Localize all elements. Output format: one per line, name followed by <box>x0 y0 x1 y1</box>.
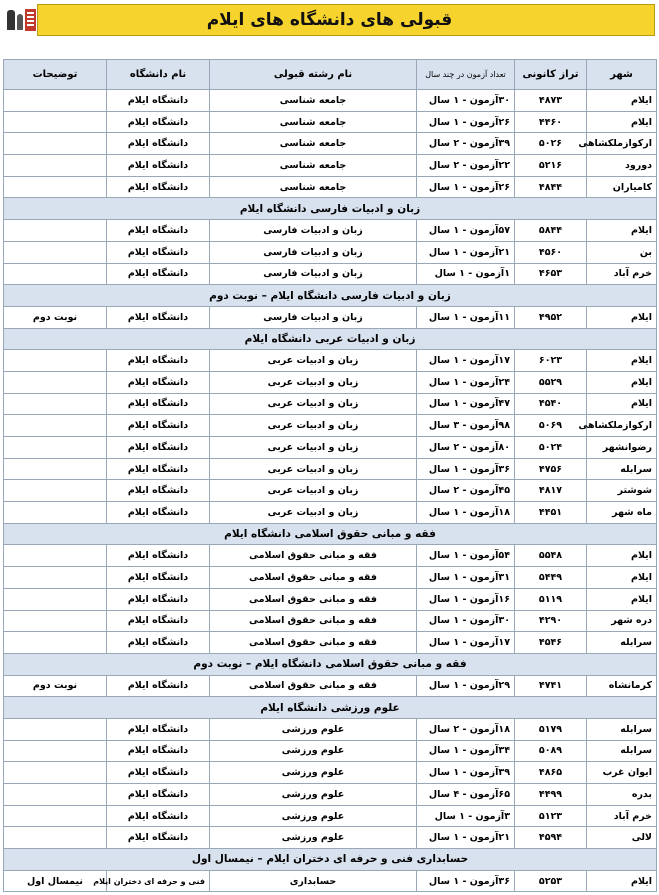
cell-exams: ۲۲آزمون - ۲ سال <box>417 155 515 177</box>
cell-score: ۵۰۲۶ <box>515 133 587 155</box>
cell-exams: ۱۸آزمون - ۲ سال <box>417 718 515 740</box>
table-row <box>4 415 657 437</box>
table-row <box>4 805 657 827</box>
table-row <box>4 588 657 610</box>
cell-exams: ۱۶آزمون - ۱ سال <box>417 588 515 610</box>
cell-notes <box>4 393 107 415</box>
cell-city: شوشتر <box>587 480 657 502</box>
cell-notes <box>4 762 107 784</box>
section-label: علوم ورزشی دانشگاه ایلام <box>4 697 657 719</box>
table-row <box>4 740 657 762</box>
cell-score: ۴۶۵۳ <box>515 263 587 285</box>
cell-notes <box>4 133 107 155</box>
cell-university: دانشگاه ایلام <box>107 220 210 242</box>
cell-notes: نوبت دوم <box>4 675 107 697</box>
cell-major: فقه و مبانی حقوق اسلامی <box>210 632 417 654</box>
cell-notes <box>4 155 107 177</box>
cell-city: ایلام <box>587 588 657 610</box>
cell-major: زبان و ادبیات عربی <box>210 371 417 393</box>
cell-exams: ۲۹آزمون - ۱ سال <box>417 675 515 697</box>
section-label: زبان و ادبیات فارسی دانشگاه ایلام – نوبت دوم <box>4 285 657 307</box>
cell-exams: ۴۵آزمون - ۲ سال <box>417 480 515 502</box>
cell-notes <box>4 111 107 133</box>
cell-score: ۴۴۹۹ <box>515 784 587 806</box>
cell-score: ۴۴۶۰ <box>515 111 587 133</box>
cell-score: ۴۵۶۰ <box>515 241 587 263</box>
cell-major: علوم ورزشی <box>210 740 417 762</box>
cell-score: ۴۵۴۶ <box>515 632 587 654</box>
cell-university: دانشگاه ایلام <box>107 306 210 328</box>
cell-exams: ۲۱آزمون - ۱ سال <box>417 241 515 263</box>
cell-exams: ۱آزمون - ۱ سال <box>417 263 515 285</box>
table-row <box>4 827 657 849</box>
cell-score: ۴۸۱۷ <box>515 480 587 502</box>
cell-notes <box>4 827 107 849</box>
table-row <box>4 241 657 263</box>
cell-major: فقه و مبانی حقوق اسلامی <box>210 545 417 567</box>
cell-university: دانشگاه ایلام <box>107 675 210 697</box>
table-row <box>4 632 657 654</box>
cell-city: خرم آباد <box>587 805 657 827</box>
cell-exams: ۲۶آزمون - ۱ سال <box>417 176 515 198</box>
cell-major: زبان و ادبیات عربی <box>210 415 417 437</box>
cell-major: زبان و ادبیات عربی <box>210 350 417 372</box>
cell-university: دانشگاه ایلام <box>107 805 210 827</box>
section-header-row <box>4 198 657 220</box>
section-header-row <box>4 523 657 545</box>
cell-major: جامعه شناسی <box>210 176 417 198</box>
cell-university: دانشگاه ایلام <box>107 740 210 762</box>
cell-exams: ۱۸آزمون - ۱ سال <box>417 502 515 524</box>
cell-score: ۵۴۴۹ <box>515 567 587 589</box>
admissions-table <box>3 59 657 892</box>
cell-city: ایلام <box>587 870 657 892</box>
cell-city: ایلام <box>587 545 657 567</box>
table-row <box>4 784 657 806</box>
cell-university: دانشگاه ایلام <box>107 632 210 654</box>
cell-notes <box>4 718 107 740</box>
section-label: حسابداری فنی و حرفه ای دختران ایلام – نیمسال اول <box>4 849 657 871</box>
cell-exams: ۳۰آزمون - ۱ سال <box>417 610 515 632</box>
cell-notes <box>4 437 107 459</box>
cell-university: فنی و حرفه ای دختران ایلام <box>107 870 210 892</box>
cell-university: دانشگاه ایلام <box>107 567 210 589</box>
cell-university: دانشگاه ایلام <box>107 718 210 740</box>
cell-university: دانشگاه ایلام <box>107 415 210 437</box>
cell-university: دانشگاه ایلام <box>107 155 210 177</box>
cell-exams: ۳۱آزمون - ۱ سال <box>417 567 515 589</box>
cell-major: علوم ورزشی <box>210 784 417 806</box>
section-label: فقه و مبانی حقوق اسلامی دانشگاه ایلام <box>4 523 657 545</box>
cell-city: ایلام <box>587 350 657 372</box>
cell-university: دانشگاه ایلام <box>107 762 210 784</box>
cell-city: سرابله <box>587 740 657 762</box>
cell-score: ۵۱۲۳ <box>515 805 587 827</box>
cell-score: ۵۱۱۹ <box>515 588 587 610</box>
cell-major: زبان و ادبیات فارسی <box>210 241 417 263</box>
cell-score: ۵۲۵۳ <box>515 870 587 892</box>
cell-major: فقه و مبانی حقوق اسلامی <box>210 675 417 697</box>
cell-notes <box>4 567 107 589</box>
cell-major: جامعه شناسی <box>210 90 417 112</box>
section-header-row <box>4 697 657 719</box>
cell-score: ۵۲۱۶ <box>515 155 587 177</box>
table-row <box>4 675 657 697</box>
table-row <box>4 350 657 372</box>
cell-major: علوم ورزشی <box>210 718 417 740</box>
cell-major: زبان و ادبیات فارسی <box>210 306 417 328</box>
cell-university: دانشگاه ایلام <box>107 176 210 198</box>
table-header-row <box>4 60 657 90</box>
cell-university: دانشگاه ایلام <box>107 111 210 133</box>
table-body <box>4 90 657 892</box>
cell-notes <box>4 350 107 372</box>
cell-exams: ۲۴آزمون - ۱ سال <box>417 371 515 393</box>
cell-notes <box>4 458 107 480</box>
cell-university: دانشگاه ایلام <box>107 827 210 849</box>
cell-exams: ۱۷آزمون - ۱ سال <box>417 632 515 654</box>
cell-notes <box>4 502 107 524</box>
cell-score: ۴۴۵۱ <box>515 502 587 524</box>
cell-city: سرابله <box>587 458 657 480</box>
cell-exams: ۳۶آزمون - ۱ سال <box>417 870 515 892</box>
cell-score: ۵۰۲۴ <box>515 437 587 459</box>
cell-university: دانشگاه ایلام <box>107 545 210 567</box>
cell-score: ۵۵۲۹ <box>515 371 587 393</box>
cell-university: دانشگاه ایلام <box>107 241 210 263</box>
cell-score: ۴۸۶۵ <box>515 762 587 784</box>
cell-score: ۵۸۴۴ <box>515 220 587 242</box>
cell-notes: نیمسال اول <box>4 870 107 892</box>
cell-exams: ۶۵آزمون - ۴ سال <box>417 784 515 806</box>
cell-city: سرابله <box>587 718 657 740</box>
cell-university: دانشگاه ایلام <box>107 263 210 285</box>
cell-score: ۴۵۹۴ <box>515 827 587 849</box>
cell-city: ایوان غرب <box>587 762 657 784</box>
cell-score: ۴۵۴۰ <box>515 393 587 415</box>
header-city: شهر <box>587 60 657 90</box>
cell-city: کرمانشاه <box>587 675 657 697</box>
table-row <box>4 458 657 480</box>
cell-major: زبان و ادبیات عربی <box>210 502 417 524</box>
header-score: تراز کانونی <box>515 60 587 90</box>
header-notes: توضیحات <box>4 60 107 90</box>
cell-university: دانشگاه ایلام <box>107 393 210 415</box>
cell-city: دورود <box>587 155 657 177</box>
cell-major: فقه و مبانی حقوق اسلامی <box>210 588 417 610</box>
cell-score: ۴۲۹۰ <box>515 610 587 632</box>
cell-city: بدره <box>587 784 657 806</box>
cell-score: ۵۵۴۸ <box>515 545 587 567</box>
cell-exams: ۳۶آزمون - ۱ سال <box>417 458 515 480</box>
cell-university: دانشگاه ایلام <box>107 588 210 610</box>
cell-exams: ۹۸آزمون - ۳ سال <box>417 415 515 437</box>
cell-city: ایلام <box>587 393 657 415</box>
cell-city: ایلام <box>587 371 657 393</box>
cell-major: فقه و مبانی حقوق اسلامی <box>210 567 417 589</box>
cell-university: دانشگاه ایلام <box>107 371 210 393</box>
cell-score: ۴۷۵۶ <box>515 458 587 480</box>
cell-exams: ۴۷آزمون - ۱ سال <box>417 393 515 415</box>
cell-city: ایلام <box>587 111 657 133</box>
section-header-row <box>4 328 657 350</box>
cell-major: علوم ورزشی <box>210 827 417 849</box>
cell-city: کامیاران <box>587 176 657 198</box>
cell-university: دانشگاه ایلام <box>107 90 210 112</box>
cell-major: فقه و مبانی حقوق اسلامی <box>210 610 417 632</box>
cell-university: دانشگاه ایلام <box>107 610 210 632</box>
cell-notes <box>4 784 107 806</box>
table-row <box>4 220 657 242</box>
cell-city: ارکوازملکشاهی <box>587 133 657 155</box>
cell-exams: ۱۱آزمون - ۱ سال <box>417 306 515 328</box>
cell-city: ایلام <box>587 567 657 589</box>
cell-exams: ۳آزمون - ۱ سال <box>417 805 515 827</box>
logo-icon <box>4 4 38 36</box>
section-header-row <box>4 653 657 675</box>
cell-university: دانشگاه ایلام <box>107 133 210 155</box>
cell-city: سرابله <box>587 632 657 654</box>
cell-university: دانشگاه ایلام <box>107 458 210 480</box>
cell-city: بن <box>587 241 657 263</box>
cell-score: ۴۸۴۴ <box>515 176 587 198</box>
table-row <box>4 610 657 632</box>
cell-notes <box>4 176 107 198</box>
section-label: زبان و ادبیات فارسی دانشگاه ایلام <box>4 198 657 220</box>
cell-major: حسابداری <box>210 870 417 892</box>
cell-notes <box>4 545 107 567</box>
cell-major: زبان و ادبیات عربی <box>210 458 417 480</box>
cell-city: لالی <box>587 827 657 849</box>
cell-exams: ۸۰آزمون - ۲ سال <box>417 437 515 459</box>
cell-notes <box>4 371 107 393</box>
table-row <box>4 762 657 784</box>
cell-major: جامعه شناسی <box>210 111 417 133</box>
cell-notes <box>4 632 107 654</box>
cell-city: ایلام <box>587 306 657 328</box>
cell-university: دانشگاه ایلام <box>107 437 210 459</box>
cell-exams: ۱۷آزمون - ۱ سال <box>417 350 515 372</box>
table-row <box>4 90 657 112</box>
cell-exams: ۳۹آزمون - ۱ سال <box>417 762 515 784</box>
section-header-row <box>4 285 657 307</box>
cell-major: جامعه شناسی <box>210 133 417 155</box>
cell-score: ۵۰۸۹ <box>515 740 587 762</box>
cell-exams: ۳۰آزمون - ۱ سال <box>417 90 515 112</box>
cell-university: دانشگاه ایلام <box>107 350 210 372</box>
cell-notes <box>4 740 107 762</box>
cell-university: دانشگاه ایلام <box>107 502 210 524</box>
table-row <box>4 545 657 567</box>
cell-university: دانشگاه ایلام <box>107 480 210 502</box>
cell-notes <box>4 241 107 263</box>
page-title: قبولی های دانشگاه های ایلام <box>206 10 453 30</box>
cell-notes <box>4 90 107 112</box>
cell-city: ارکوازملکشاهی <box>587 415 657 437</box>
table-row <box>4 176 657 198</box>
cell-university: دانشگاه ایلام <box>107 784 210 806</box>
cell-city: خرم آباد <box>587 263 657 285</box>
title-bar <box>4 4 655 36</box>
cell-major: علوم ورزشی <box>210 805 417 827</box>
cell-major: جامعه شناسی <box>210 155 417 177</box>
table-row <box>4 111 657 133</box>
table-row <box>4 133 657 155</box>
cell-notes <box>4 263 107 285</box>
cell-major: زبان و ادبیات عربی <box>210 393 417 415</box>
table-row <box>4 155 657 177</box>
cell-exams: ۲۶آزمون - ۱ سال <box>417 111 515 133</box>
cell-city: رضوانشهر <box>587 437 657 459</box>
cell-notes <box>4 588 107 610</box>
header-major: نام رشته قبولی <box>210 60 417 90</box>
cell-major: زبان و ادبیات فارسی <box>210 220 417 242</box>
table-row <box>4 480 657 502</box>
cell-city: ماه شهر <box>587 502 657 524</box>
cell-score: ۴۷۴۱ <box>515 675 587 697</box>
cell-exams: ۳۴آزمون - ۱ سال <box>417 740 515 762</box>
table-row <box>4 371 657 393</box>
table-row <box>4 870 657 892</box>
cell-notes <box>4 220 107 242</box>
table-row <box>4 567 657 589</box>
cell-exams: ۳۹آزمون - ۲ سال <box>417 133 515 155</box>
table-row <box>4 306 657 328</box>
cell-notes: نوبت دوم <box>4 306 107 328</box>
cell-major: زبان و ادبیات فارسی <box>210 263 417 285</box>
cell-city: ایلام <box>587 90 657 112</box>
cell-exams: ۵۴آزمون - ۱ سال <box>417 545 515 567</box>
section-label: زبان و ادبیات عربی دانشگاه ایلام <box>4 328 657 350</box>
cell-notes <box>4 480 107 502</box>
cell-exams: ۵۷آزمون - ۱ سال <box>417 220 515 242</box>
cell-major: زبان و ادبیات عربی <box>210 480 417 502</box>
cell-score: ۴۹۵۲ <box>515 306 587 328</box>
table-row <box>4 718 657 740</box>
table-row <box>4 437 657 459</box>
table-row <box>4 263 657 285</box>
cell-score: ۴۸۷۳ <box>515 90 587 112</box>
table-row <box>4 393 657 415</box>
cell-city: دره شهر <box>587 610 657 632</box>
header-exams: تعداد آزمون در چند سال <box>417 60 515 90</box>
section-label: فقه و مبانی حقوق اسلامی دانشگاه ایلام – نوبت دوم <box>4 653 657 675</box>
header-university: نام دانشگاه <box>107 60 210 90</box>
cell-notes <box>4 610 107 632</box>
cell-score: ۵۱۷۹ <box>515 718 587 740</box>
table-row <box>4 502 657 524</box>
cell-notes <box>4 805 107 827</box>
cell-city: ایلام <box>587 220 657 242</box>
cell-score: ۶۰۲۳ <box>515 350 587 372</box>
cell-notes <box>4 415 107 437</box>
section-header-row <box>4 849 657 871</box>
cell-exams: ۲۱آزمون - ۱ سال <box>417 827 515 849</box>
cell-score: ۵۰۶۹ <box>515 415 587 437</box>
cell-major: زبان و ادبیات عربی <box>210 437 417 459</box>
cell-major: علوم ورزشی <box>210 762 417 784</box>
